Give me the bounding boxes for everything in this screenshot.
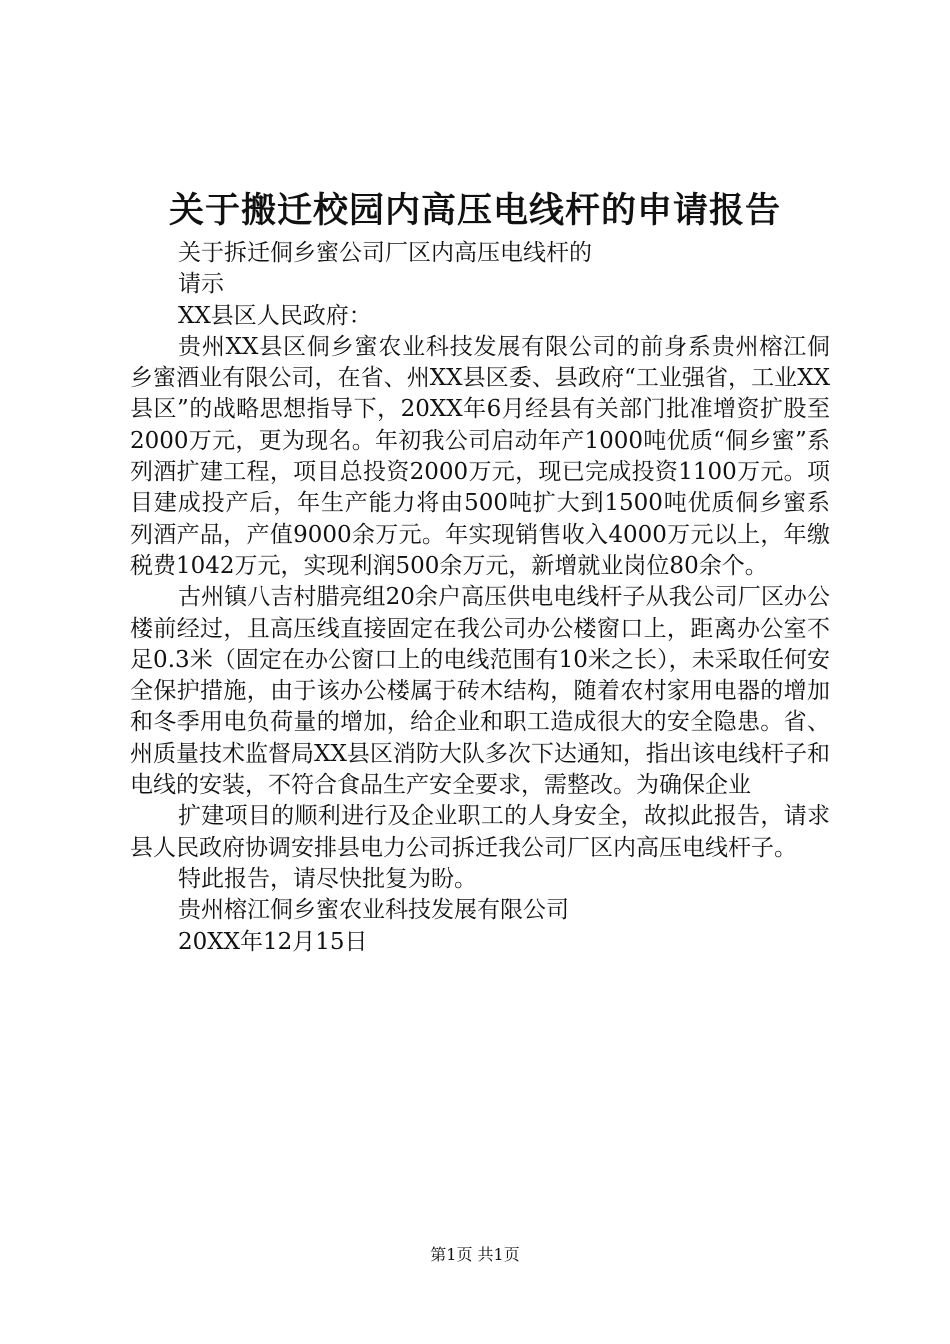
closing-remark: 特此报告，请尽快批复为盼。 (178, 865, 477, 892)
page-number-footer: 第1页 共1页 (430, 1245, 520, 1264)
subtitle-line-2: 请示 (178, 271, 224, 298)
signature-date: 20XX年12月15日 (178, 928, 368, 955)
document-title: 关于搬迁校园内高压电线杆的申请报告 (168, 190, 781, 231)
paragraph-request: 扩建项目的顺利进行及企业职工的人身安全，故拟此报告，请求县人民政府协调安排县电力公司拆迁我公司厂区内高压电线杆子。 (130, 803, 830, 861)
subtitle-line-1: 关于拆迁侗乡蜜公司厂区内高压电线杆的 (178, 240, 592, 266)
paragraph-company-background: 贵州XX县区侗乡蜜农业科技发展有限公司的前身系贵州榕江侗乡蜜酒业有限公司，在省、州XX县区委、县政府“工业强省，工业XX县区”的战略思想指导下，20XX年6月经县有关部门批准增资扩股至2000万元，更为现名。年初我公司启动年产1000吨优质“侗乡蜜”系列酒扩建工程，项目总投资2000万元，现已完成投资1100万元。项目建成投产后，年生产能力将由500吨扩大到1500吨优质侗乡蜜系列酒产品，产值9000余万元。年实现销售收入4000万元以上，年缴税费1042万元，实现利润500余万元，新增就业岗位80余个。 (130, 333, 830, 579)
paragraph-safety-issue: 古州镇八吉村腊亮组20余户高压供电电线杆子从我公司厂区办公楼前经过，且高压线直接固定在我公司办公楼窗口上，距离办公室不足0.3米（固定在办公窗口上的电线范围有10米之长），未采取任何安全保护措施，由于该办公楼属于砖木结构，随着农村家用电器的增加和冬季用电负荷量的增加，给企业和职工造成很大的安全隐患。省、州质量技术监督局XX县区消防大队多次下达通知，指出该电线杆子和电线的安装，不符合食品生产安全要求，需整改。为确保企业 (130, 584, 830, 799)
salutation: XX县区人民政府： (178, 302, 372, 329)
signature-company: 贵州榕江侗乡蜜农业科技发展有限公司 (178, 897, 569, 924)
document-body (130, 238, 830, 958)
